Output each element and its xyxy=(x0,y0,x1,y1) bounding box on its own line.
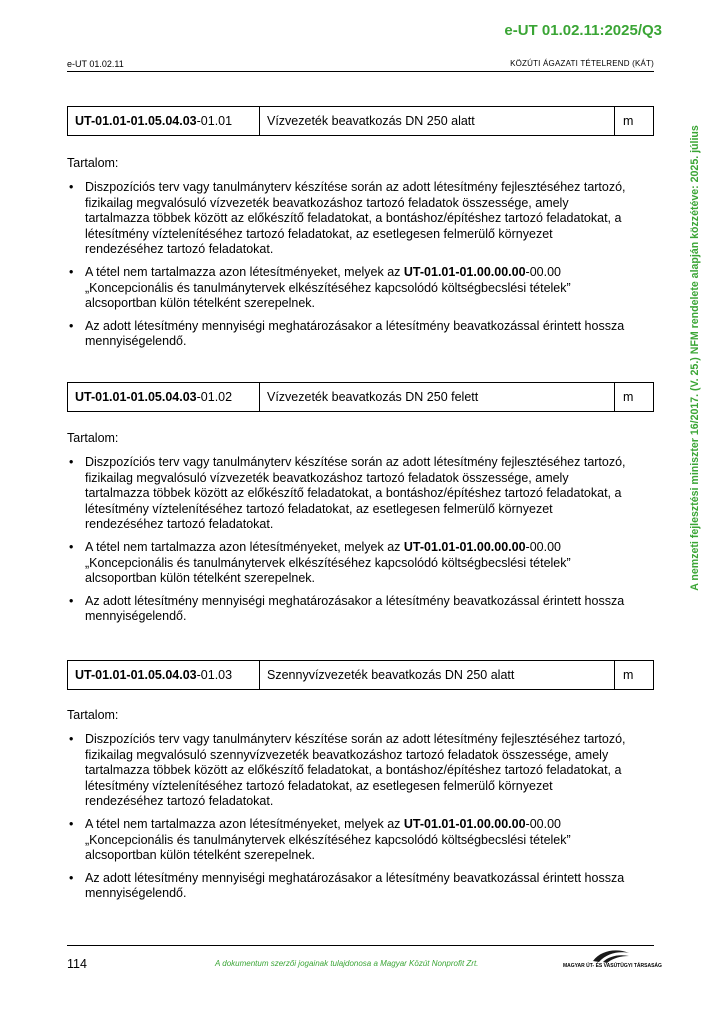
document-code: e-UT 01.02.11:2025/Q3 xyxy=(504,22,662,39)
bullet-text-pre: A tétel nem tartalmazza azon létesítményeket, melyek az xyxy=(85,539,404,554)
bullet-icon: • xyxy=(69,539,74,554)
content-label: Tartalom: xyxy=(67,708,119,722)
bullet-text-post: „Koncepcionális és tanulmánytervek elkészítéséhez kapcsolódó költségbecslési tételek” alcsoportban külön tételként szerepelnek. xyxy=(85,280,571,311)
item-description: Szennyvízvezeték beavatkozás DN 250 alatt xyxy=(260,661,615,689)
item-code-suffix: -01.03 xyxy=(196,668,233,682)
footer-divider xyxy=(67,945,654,946)
content-label: Tartalom: xyxy=(67,156,119,170)
reference-code-bold: UT-01.01-01.00.00.00 xyxy=(403,264,526,279)
swoosh-logo-icon xyxy=(591,948,631,964)
item-description: Vízvezeték beavatkozás DN 250 alatt xyxy=(260,107,615,135)
bullet-icon: • xyxy=(69,732,74,746)
item-bullet-list-1 xyxy=(67,180,627,357)
bullet-text: Diszpozíciós terv vagy tanulmányterv készítése során az adott létesítmény fejlesztéséhez tartozó, fizikailag megvalósuló vízvezeték beavatkozáshoz tartozó feladatok összessége, amely tartalmazza többek között az előkészítő feladatokat, a bontáshoz/építéshez tartozó feladatokat, a létesítmény víztelenítéséhez tartozó feladatokat, az esetlegesen felmerülő környezet rendezéséhez tartozó feladatokat. xyxy=(85,455,626,532)
item-table-2 xyxy=(67,382,654,412)
bullet-text-post: „Koncepcionális és tanulmánytervek elkészítéséhez kapcsolódó költségbecslési tételek” alcsoportban külön tételként szerepelnek. xyxy=(85,832,571,863)
content-label: Tartalom: xyxy=(67,431,119,445)
item-bullet-list-2 xyxy=(67,455,627,632)
bullet-text-post: „Koncepcionális és tanulmánytervek elkészítéséhez kapcsolódó költségbecslési tételek” alcsoportban külön tételként szerepelnek. xyxy=(85,555,571,586)
bullet-icon: • xyxy=(69,870,74,885)
bullet-icon: • xyxy=(69,264,74,279)
header-divider xyxy=(67,71,654,72)
bullet-icon: • xyxy=(69,455,74,469)
reference-code-suffix: -00.00 xyxy=(525,816,561,831)
bullet-text: Az adott létesítmény mennyiségi meghatározásakor a létesítmény beavatkozással érintett hossza mennyiségelendő. xyxy=(85,593,625,624)
list-item xyxy=(67,871,627,902)
item-code-bold: UT-01.01-01.05.04.03 xyxy=(75,114,197,128)
bullet-text-pre: A tétel nem tartalmazza azon létesítményeket, melyek az xyxy=(85,816,404,831)
item-code xyxy=(68,107,260,135)
bullet-text: Diszpozíciós terv vagy tanulmányterv készítése során az adott létesítmény fejlesztéséhez tartozó, fizikailag megvalósuló szennyvízvezeték beavatkozáshoz tartozó feladatok összessége, amely tartalmazza többek között az előkészítő feladatokat, a bontáshoz/építéshez tartozó feladatokat, a létesítmény víztelenítéséhez tartozó feladatokat, az esetlegesen felmerülő környezet rendezéséhez tartozó feladatokat. xyxy=(85,732,626,809)
reference-code-bold: UT-01.01-01.00.00.00 xyxy=(403,816,526,831)
bullet-icon: • xyxy=(69,593,74,608)
item-table-3 xyxy=(67,660,654,690)
bullet-icon: • xyxy=(69,318,74,333)
list-item xyxy=(67,265,627,312)
list-item xyxy=(67,180,627,258)
bullet-text: Az adott létesítmény mennyiségi meghatározásakor a létesítmény beavatkozással érintett hossza mennyiségelendő. xyxy=(85,318,625,349)
list-item xyxy=(67,455,627,533)
list-item xyxy=(67,594,627,625)
side-publication-note-text: A nemzeti fejlesztési miniszter 16/2017. (V. 25.) NFM rendelete alapján közzétéve: 2025. július xyxy=(689,125,701,591)
header-title: KÖZÚTI ÁGAZATI TÉTELREND (KÁT) xyxy=(510,59,654,68)
item-code-bold: UT-01.01-01.05.04.03 xyxy=(75,668,197,682)
item-code xyxy=(68,383,260,411)
list-item xyxy=(67,732,627,810)
item-description: Vízvezeték beavatkozás DN 250 felett xyxy=(260,383,615,411)
list-item xyxy=(67,540,627,587)
item-table-1 xyxy=(67,106,654,136)
bullet-text-pre: A tétel nem tartalmazza azon létesítményeket, melyek az xyxy=(85,264,404,279)
item-unit: m xyxy=(623,668,634,682)
logo-text: MAGYAR ÚT- ÉS VASÚTÜGYI TÁRSASÁG xyxy=(563,963,662,969)
bullet-text: Az adott létesítmény mennyiségi meghatározásakor a létesítmény beavatkozással érintett hossza mennyiségelendő. xyxy=(85,870,625,901)
bullet-text: Diszpozíciós terv vagy tanulmányterv készítése során az adott létesítmény fejlesztéséhez tartozó, fizikailag megvalósuló vízvezeték beavatkozáshoz tartozó feladatok összessége, amely tartalmazza többek között az előkészítő feladatokat, a bontáshoz/építéshez tartozó feladatokat, a létesítmény víztelenítéséhez tartozó feladatokat, az esetlegesen felmerülő környezet rendezéséhez tartozó feladatokat. xyxy=(85,180,626,257)
list-item xyxy=(67,319,627,350)
item-code-bold: UT-01.01-01.05.04.03 xyxy=(75,390,197,404)
reference-code-bold: UT-01.01-01.00.00.00 xyxy=(403,539,526,554)
bullet-icon: • xyxy=(69,180,74,194)
reference-code-suffix: -00.00 xyxy=(525,539,561,554)
item-code xyxy=(68,661,260,689)
item-code-suffix: -01.02 xyxy=(196,390,233,404)
header-left-code: e-UT 01.02.11 xyxy=(67,59,124,69)
item-unit: m xyxy=(623,114,634,128)
item-unit: m xyxy=(623,390,634,404)
bullet-icon: • xyxy=(69,816,74,831)
item-bullet-list-3 xyxy=(67,732,627,909)
side-publication-note xyxy=(690,88,700,628)
list-item xyxy=(67,817,627,864)
reference-code-suffix: -00.00 xyxy=(525,264,561,279)
page-number: 114 xyxy=(67,957,87,971)
company-logo xyxy=(563,948,662,972)
item-code-suffix: -01.01 xyxy=(196,114,233,128)
copyright-notice: A dokumentum szerzői jogainak tulajdonosa a Magyar Közút Nonprofit Zrt. xyxy=(215,959,479,968)
